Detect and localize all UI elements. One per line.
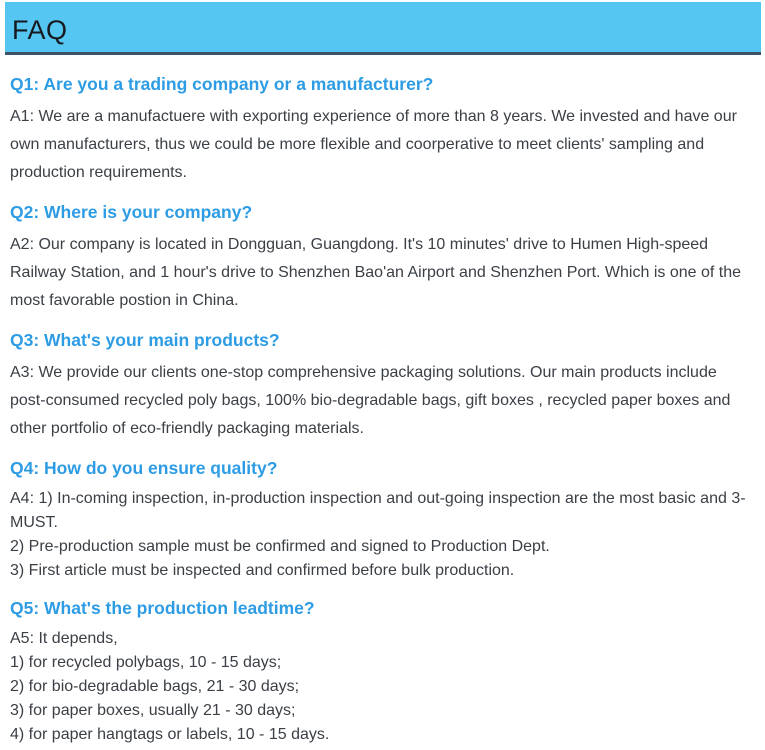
faq-item	[10, 73, 755, 187]
faq-answer-line: A1: We are a manufactuere with exporting experience of more than 8 years. We invested and have our own manufacturers, thus we could be more flexible and coorperative to meet clients' sampling and production requirements.	[10, 108, 737, 181]
faq-question: Q1: Are you a trading company or a manufacturer?	[10, 74, 434, 94]
faq-answer-line: A4: 1) In-coming inspection, in-production inspection and out-going inspection are the most basic and 3-MUST.	[10, 490, 746, 531]
faq-answer	[10, 627, 755, 747]
faq-answer-line: 1) for recycled polybags, 10 - 15 days;	[10, 654, 282, 671]
faq-answer-line: 2) Pre-production sample must be confirmed and signed to Production Dept.	[10, 538, 550, 555]
faq-section-header	[5, 2, 761, 55]
faq-answer	[10, 231, 755, 315]
faq-answer-line: 3) First article must be inspected and confirmed before bulk production.	[10, 562, 515, 579]
faq-answer-line: A3: We provide our clients one-stop comprehensive packaging solutions. Our main products include post-consumed recycled poly bags, 100% bio-degradable bags, gift boxes , recycled paper boxes and other portfolio of eco-friendly packaging materials.	[10, 364, 731, 437]
faq-answer	[10, 103, 755, 187]
faq-content	[0, 55, 765, 747]
faq-item	[10, 457, 755, 583]
faq-question: Q5: What's the production leadtime?	[10, 598, 315, 618]
faq-list	[10, 73, 755, 747]
faq-answer-line: A2: Our company is located in Dongguan, Guangdong. It's 10 minutes' drive to Humen High-speed Railway Station, and 1 hour's drive to Shenzhen Bao'an Airport and Shenzhen Port. Which is one of the most favorable postion in China.	[10, 236, 741, 309]
faq-answer-line: A5: It depends,	[10, 630, 118, 647]
faq-answer-line: 3) for paper boxes, usually 21 - 30 days;	[10, 702, 296, 719]
faq-answer-line: 2) for bio-degradable bags, 21 - 30 days;	[10, 678, 300, 695]
faq-item	[10, 329, 755, 443]
faq-question: Q4: How do you ensure quality?	[10, 458, 278, 478]
faq-answer	[10, 359, 755, 443]
faq-item	[10, 597, 755, 747]
faq-item	[10, 201, 755, 315]
faq-question: Q2: Where is your company?	[10, 202, 253, 222]
faq-section-title: FAQ	[12, 14, 68, 45]
faq-question: Q3: What's your main products?	[10, 330, 280, 350]
faq-answer	[10, 487, 755, 583]
faq-answer-line: 4) for paper hangtags or labels, 10 - 15 days.	[10, 726, 330, 743]
